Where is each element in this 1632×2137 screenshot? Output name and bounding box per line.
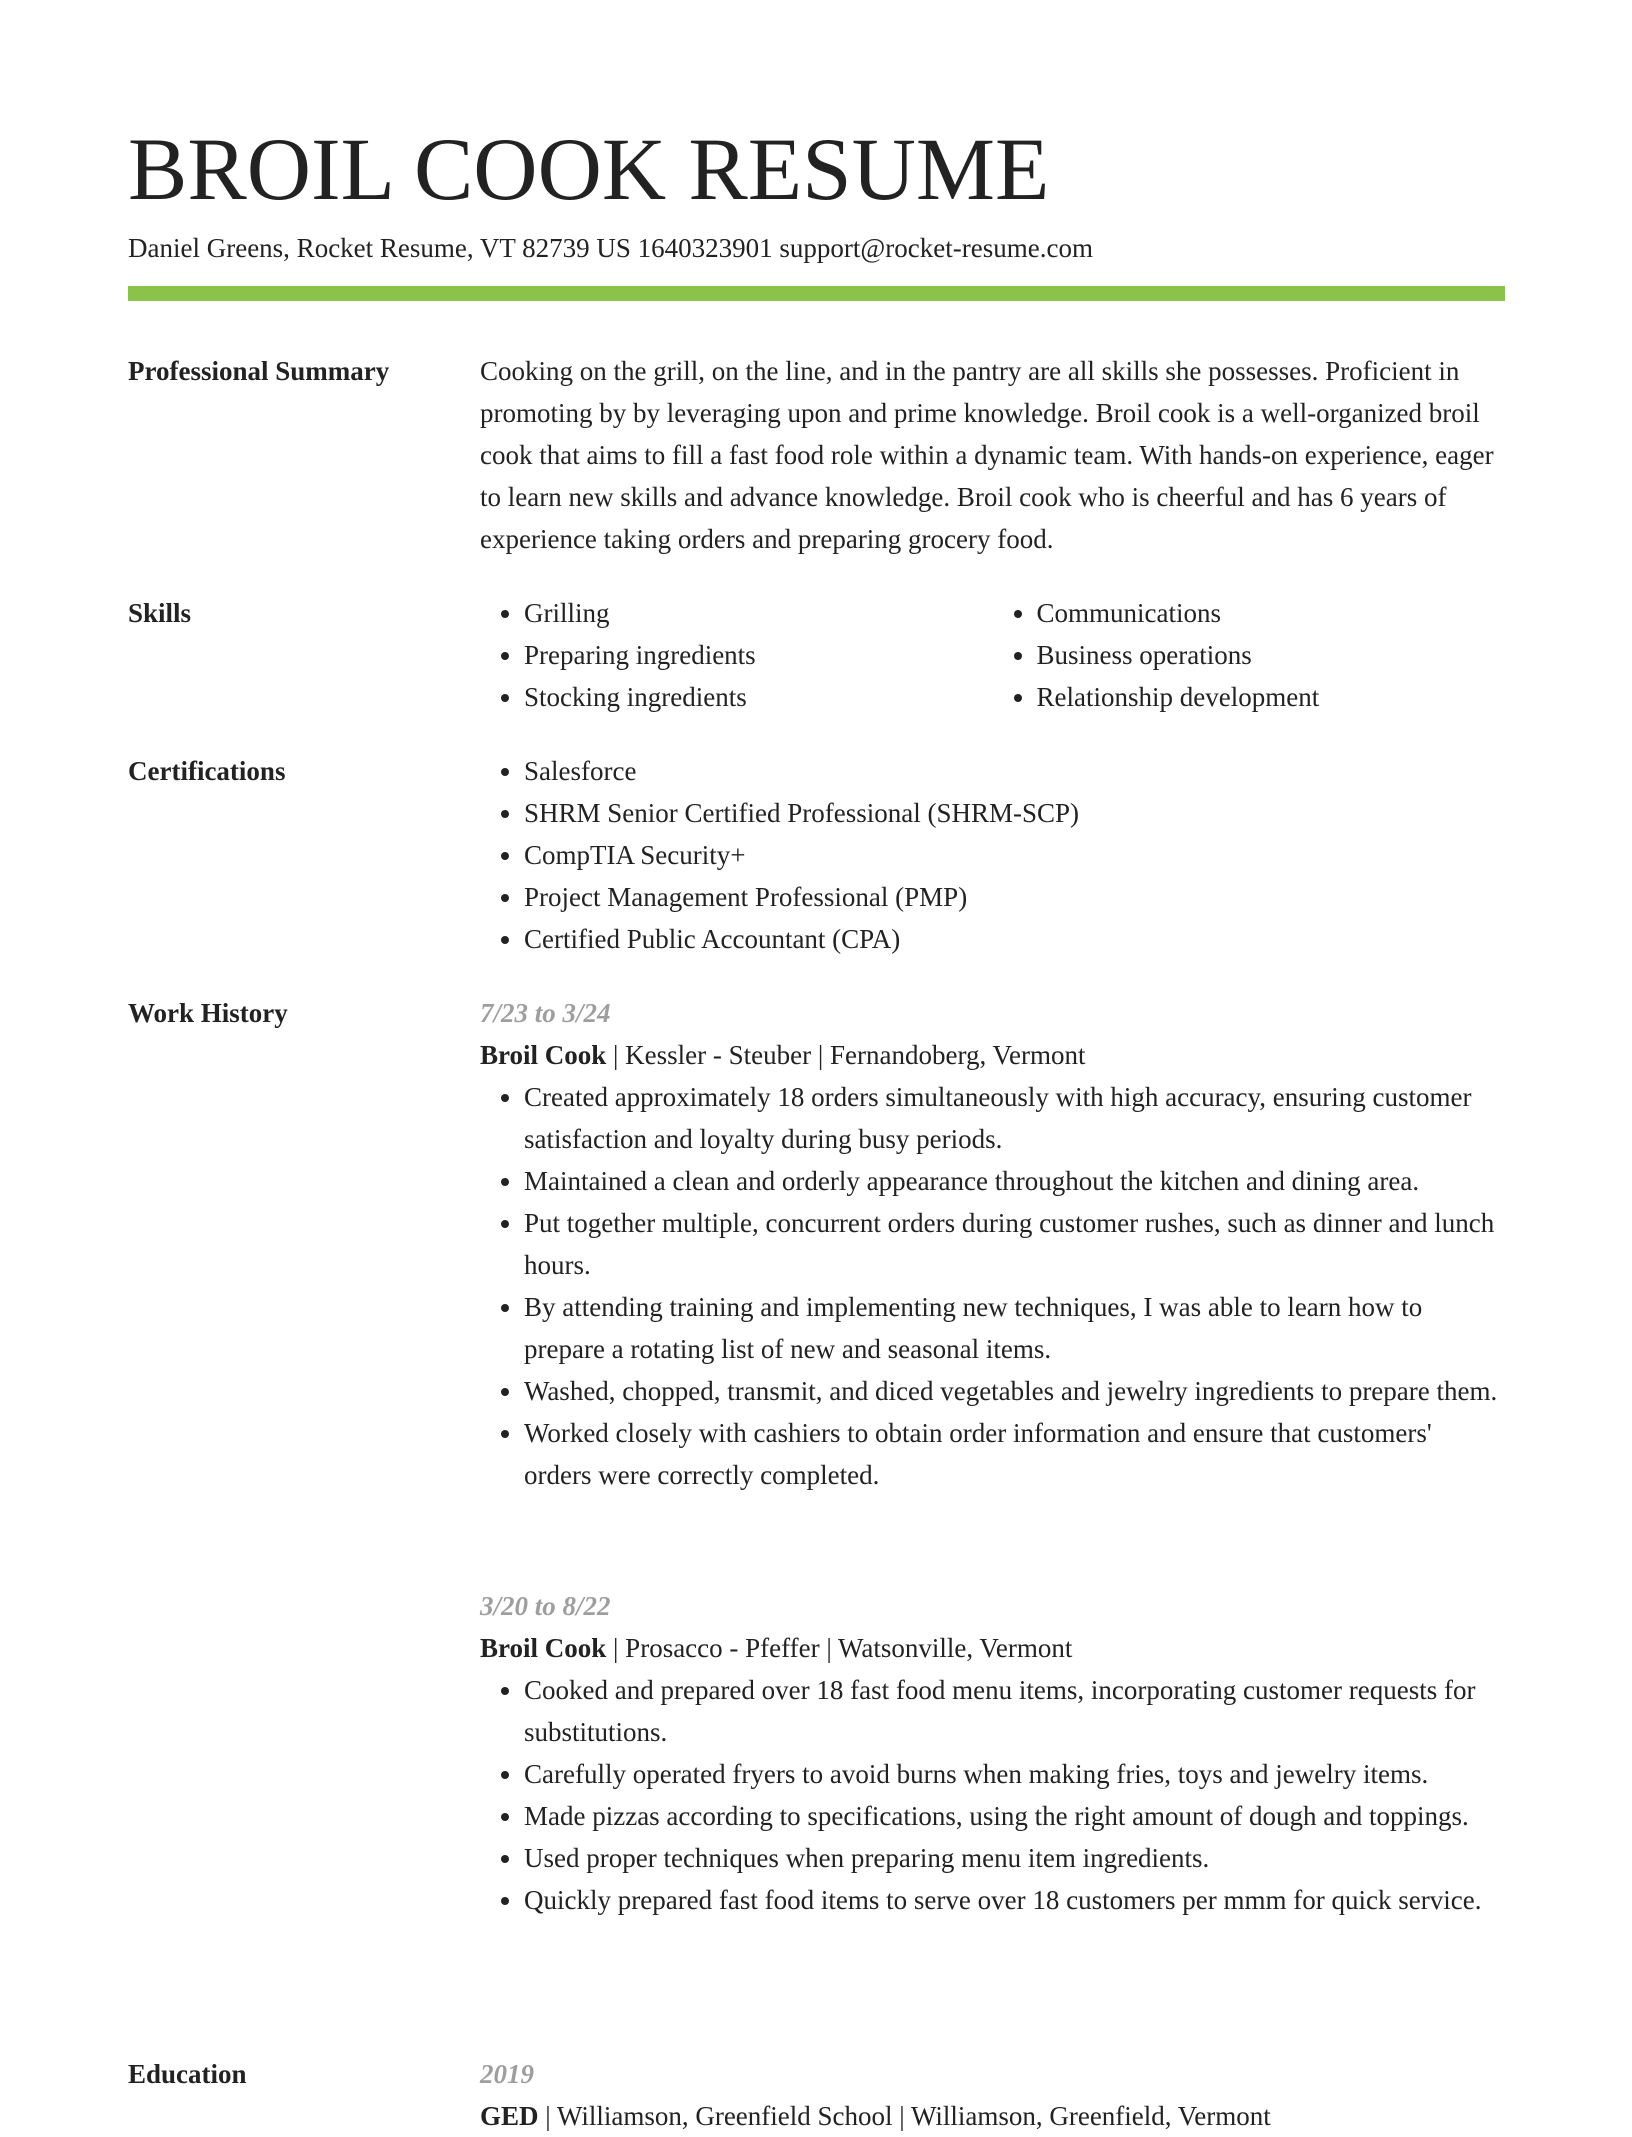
job-title: Broil Cook <box>480 1633 607 1663</box>
skill-item: • Relationship development <box>1037 676 1506 718</box>
job-bullet: • Worked closely with cashiers to obtain order information and ensure that customers' orders were correctly completed. <box>524 1412 1505 1496</box>
summary-heading: Professional Summary <box>128 356 390 386</box>
job-entry <box>480 1585 1505 1921</box>
education-degree: GED <box>480 2101 539 2131</box>
job-bullets <box>480 1076 1505 1496</box>
contact-info: Daniel Greens, Rocket Resume, VT 82739 US 1640323901 support@rocket-resume.com <box>128 233 1093 263</box>
summary-text: Cooking on the grill, on the line, and in the pantry are all skills she possesses. Proficient in promoting by by leveraging upon and prime knowledge. Broil cook is a well-organized broil cook that aims to fill a fast food role within a dynamic team. With hands-on experience, eager to learn new skills and advance knowledge. Broil cook who is cheerful and has 6 years of experience taking orders and preparing grocery food. <box>480 356 1494 554</box>
job-heading <box>480 1627 1505 1669</box>
job-bullet: • Made pizzas according to specifications, using the right amount of dough and toppings. <box>524 1795 1505 1837</box>
job-bullet: • Used proper techniques when preparing menu item ingredients. <box>524 1837 1505 1879</box>
certifications-list <box>480 750 1505 960</box>
job-bullet: • By attending training and implementing new techniques, I was able to learn how to prepare a rotating list of new and seasonal items. <box>524 1286 1505 1370</box>
job-date: 3/20 to 8/22 <box>480 1591 611 1621</box>
work-history-heading: Work History <box>128 998 288 1028</box>
certification-item: • Project Management Professional (PMP) <box>524 876 1505 918</box>
job-details: | Kessler - Steuber | Fernandoberg, Vermont <box>606 1040 1086 1070</box>
accent-divider <box>128 286 1505 301</box>
certification-item: • SHRM Senior Certified Professional (SHRM-SCP) <box>524 792 1505 834</box>
education-date: 2019 <box>480 2059 534 2089</box>
job-bullet: • Created approximately 18 orders simultaneously with high accuracy, ensuring customer satisfaction and loyalty during busy periods. <box>524 1076 1505 1160</box>
education-heading: Education <box>128 2059 247 2089</box>
certification-item: • Salesforce <box>524 750 1505 792</box>
job-bullet: • Quickly prepared fast food items to serve over 18 customers per mmm for quick service. <box>524 1879 1505 1921</box>
resume-title: BROIL COOK RESUME <box>128 121 1050 219</box>
skills-list-left <box>480 592 993 718</box>
certification-item: • Certified Public Accountant (CPA) <box>524 918 1505 960</box>
skill-item: • Stocking ingredients <box>524 676 993 718</box>
job-heading <box>480 1034 1505 1076</box>
skill-item: • Communications <box>1037 592 1506 634</box>
job-bullet: • Maintained a clean and orderly appearance throughout the kitchen and dining area. <box>524 1160 1505 1202</box>
job-title: Broil Cook <box>480 1040 607 1070</box>
education-heading-line <box>480 2095 1505 2137</box>
job-date: 7/23 to 3/24 <box>480 998 611 1028</box>
skill-item: • Business operations <box>1037 634 1506 676</box>
certification-item: • CompTIA Security+ <box>524 834 1505 876</box>
certifications-heading: Certifications <box>128 756 286 786</box>
job-bullet: • Washed, chopped, transmit, and diced vegetables and jewelry ingredients to prepare them. <box>524 1370 1505 1412</box>
job-bullets <box>480 1669 1505 1921</box>
skill-item: • Grilling <box>524 592 993 634</box>
skills-heading: Skills <box>128 598 192 628</box>
job-details: | Prosacco - Pfeffer | Watsonville, Vermont <box>606 1633 1073 1663</box>
skill-item: • Preparing ingredients <box>524 634 993 676</box>
job-bullet: • Carefully operated fryers to avoid burns when making fries, toys and jewelry items. <box>524 1753 1505 1795</box>
job-bullet: • Cooked and prepared over 18 fast food menu items, incorporating customer requests for substitutions. <box>524 1669 1505 1753</box>
skills-list-right <box>993 592 1506 718</box>
job-entry <box>480 992 1505 1496</box>
job-bullet: • Put together multiple, concurrent orders during customer rushes, such as dinner and lunch hours. <box>524 1202 1505 1286</box>
education-details: | Williamson, Greenfield School | Williamson, Greenfield, Vermont <box>538 2101 1271 2131</box>
